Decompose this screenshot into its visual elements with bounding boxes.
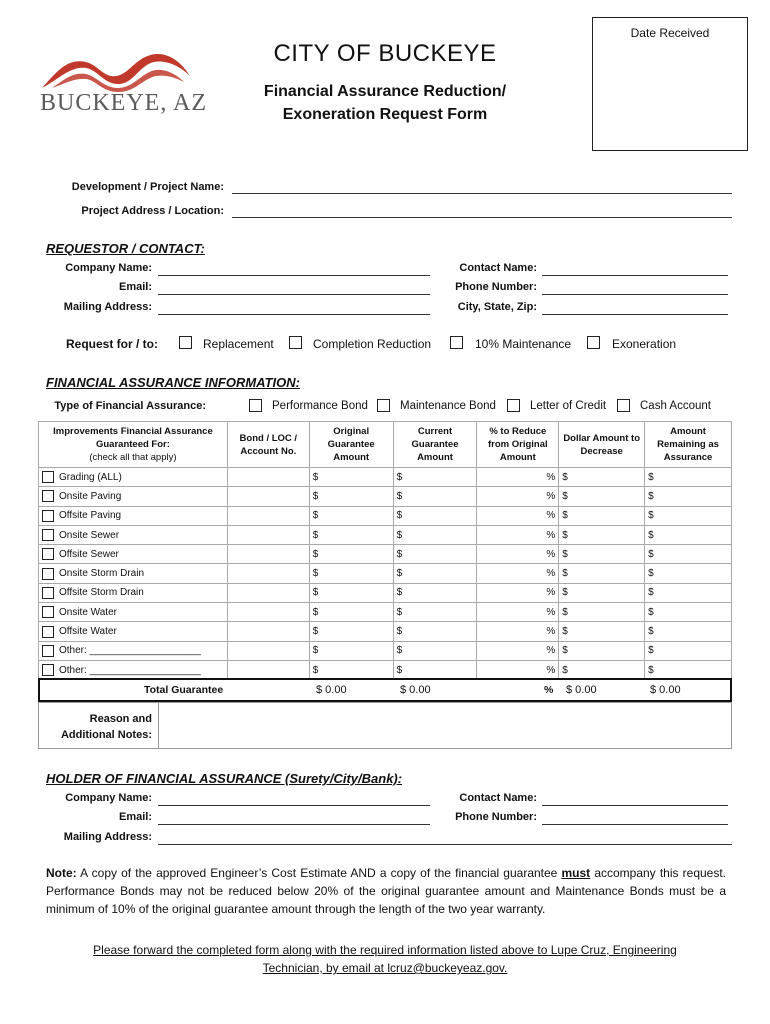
dollar-sign: $ [396,529,403,541]
requestor-company-field[interactable] [158,275,430,276]
bond-cell[interactable] [227,603,309,622]
improvement-item [42,548,224,560]
current-cell[interactable] [393,583,477,602]
dollar-sign: $ [648,529,654,541]
table-row [39,660,732,679]
requestor-mailing-field[interactable] [158,314,430,315]
percent-sign: % [546,664,556,676]
dollar-sign: $ [312,568,319,580]
improvement-label: Offsite Sewer [59,548,119,560]
requestor-phone-label: Phone Number: [455,281,537,293]
col-reduce: % to Reduce from Original Amount [477,422,559,468]
holder-contact-label: Contact Name: [459,792,537,804]
decrease-cell[interactable] [559,468,645,487]
table-row [39,564,732,583]
completion-reduction-label: Completion Reduction [313,337,432,351]
percent-sign: % [546,606,556,618]
completion-reduction-checkbox[interactable] [289,336,302,349]
remaining-cell[interactable] [645,641,732,660]
maintenance-bond-checkbox[interactable] [377,399,390,412]
percent-sign: % [546,587,556,599]
table-header-row [39,422,732,468]
requestor-phone-field[interactable] [542,294,728,295]
total-percent-sign: % [544,684,554,696]
percent-sign: % [546,645,556,657]
dollar-sign: $ [562,606,568,618]
dollar-sign: $ [562,529,568,541]
improvement-item [42,645,224,657]
improvement-checkbox[interactable] [42,510,54,522]
dollar-sign: $ [312,529,319,541]
dollar-sign: $ [648,626,654,638]
improvement-checkbox[interactable] [42,587,54,599]
holder-mailing-label: Mailing Address: [63,831,152,843]
dollar-sign: $ [648,568,654,580]
col-improvements-line2: Guaranteed For: [95,439,170,450]
decrease-cell[interactable] [559,641,645,660]
exoneration-label: Exoneration [612,337,677,351]
col-remaining: Amount Remaining as Assurance [645,422,732,468]
reduce-cell[interactable] [477,468,559,487]
current-cell[interactable] [393,487,477,506]
current-cell[interactable] [393,641,477,660]
dollar-sign: $ [396,664,403,676]
improvement-item [42,529,224,541]
percent-sign: % [546,529,556,541]
improvement-label: Offsite Water [59,626,117,638]
improvement-checkbox[interactable] [42,490,54,502]
dollar-sign: $ [648,548,654,560]
financial-heading: FINANCIAL ASSURANCE INFORMATION: [46,375,300,390]
improvement-item [42,510,224,522]
note-text-after: accompany this request. Performance Bonds may not be reduced below 20% of the original guarantee amount and Maintenance Bonds must be a minimum of 10% of the original guarantee amount through the length of the two year warranty. [46,866,727,916]
requestor-contact-field[interactable] [542,275,728,276]
cash-account-checkbox[interactable] [617,399,630,412]
improvement-cell [39,660,228,679]
improvement-cell [39,564,228,583]
remaining-cell[interactable] [645,525,732,544]
dollar-sign: $ [312,587,319,599]
improvement-checkbox[interactable] [42,568,54,580]
dollar-sign: $ [312,471,319,483]
letter-of-credit-label: Letter of Credit [530,400,607,412]
remaining-cell[interactable] [645,660,732,679]
dollar-sign: $ [562,626,568,638]
total-current-value: $ 0.00 [400,684,431,696]
col-improvements-line1: Improvements Financial Assurance [53,426,213,437]
dollar-sign: $ [562,490,568,502]
current-cell[interactable] [393,468,477,487]
dollar-sign: $ [648,510,654,522]
cash-account-label: Cash Account [640,400,711,412]
forward-line1: Please forward the completed form along with the required information listed above to Lupe Cruz, Engineering [93,943,677,957]
improvement-cell [39,641,228,660]
performance-bond-checkbox[interactable] [249,399,262,412]
remaining-cell[interactable] [645,487,732,506]
improvement-cell [39,583,228,602]
dollar-sign: $ [648,490,654,502]
bond-cell[interactable] [227,583,309,602]
development-field[interactable] [232,193,732,194]
current-cell[interactable] [393,622,477,641]
bond-cell[interactable] [227,487,309,506]
reduce-cell[interactable] [477,506,559,525]
col-current: Current Guarantee Amount [393,422,477,468]
dollar-sign: $ [396,471,403,483]
decrease-cell[interactable] [559,487,645,506]
table-row [39,603,732,622]
note-text-before: A copy of the approved Engineer’s Cost Estimate AND a copy of the financial guarantee [76,866,562,880]
current-cell[interactable] [393,660,477,679]
decrease-cell[interactable] [559,525,645,544]
percent-sign: % [546,626,556,638]
remaining-cell[interactable] [645,564,732,583]
notes-box [38,702,732,749]
percent-sign: % [546,510,556,522]
improvement-label: Onsite Water [59,606,117,618]
dollar-sign: $ [396,606,403,618]
reduce-cell[interactable] [477,545,559,564]
original-cell[interactable] [309,641,393,660]
percent-sign: % [546,490,556,502]
dollar-sign: $ [312,664,319,676]
original-cell[interactable] [309,603,393,622]
dollar-sign: $ [562,510,568,522]
dollar-sign: $ [396,645,403,657]
total-decrease-value: $ 0.00 [566,684,597,696]
dollar-sign: $ [648,587,654,599]
table-row [39,525,732,544]
col-improvements [39,422,228,468]
dollar-sign: $ [312,626,319,638]
dollar-sign: $ [312,510,319,522]
form-title [225,80,545,126]
improvement-cell [39,506,228,525]
request-for-label: Request for / to: [66,337,158,351]
decrease-cell[interactable] [559,583,645,602]
performance-bond-label: Performance Bond [272,400,368,412]
improvement-cell [39,545,228,564]
city-logo [38,48,207,118]
dollar-sign: $ [396,587,403,599]
remaining-cell[interactable] [645,468,732,487]
improvement-label: Offsite Paving [59,510,122,522]
table-row [39,545,732,564]
maintenance-10-checkbox[interactable] [450,336,463,349]
dollar-sign: $ [396,510,403,522]
reduce-cell[interactable] [477,525,559,544]
note-label: Note: [46,866,77,880]
date-received-label: Date Received [630,26,710,40]
improvement-checkbox[interactable] [42,529,54,541]
col-decrease: Dollar Amount to Decrease [559,422,645,468]
table-row [39,622,732,641]
dollar-sign: $ [562,471,568,483]
bond-cell[interactable] [227,525,309,544]
dollar-sign: $ [396,490,403,502]
improvement-checkbox[interactable] [42,645,54,657]
holder-mailing-field[interactable] [158,844,732,845]
reduce-cell[interactable] [477,622,559,641]
dollar-sign: $ [648,645,654,657]
original-cell[interactable] [309,622,393,641]
decrease-cell[interactable] [559,545,645,564]
improvement-cell [39,603,228,622]
improvement-label: Onsite Paving [59,490,122,502]
reduce-cell[interactable] [477,583,559,602]
improvement-label: Onsite Storm Drain [59,568,145,580]
improvement-checkbox[interactable] [42,606,54,618]
holder-contact-field[interactable] [542,805,728,806]
original-cell[interactable] [309,487,393,506]
remaining-cell[interactable] [645,545,732,564]
original-cell[interactable] [309,525,393,544]
dollar-sign: $ [562,568,568,580]
reduce-cell[interactable] [477,641,559,660]
dollar-sign: $ [648,664,654,676]
notes-label-line1: Reason and [89,713,152,725]
current-cell[interactable] [393,564,477,583]
notes-label-line2: Additional Notes: [60,729,152,741]
original-cell[interactable] [309,506,393,525]
table-row [39,641,732,660]
form-title-line1: Financial Assurance Reduction/ [263,83,507,100]
percent-sign: % [546,548,556,560]
city-title: CITY OF BUCKEYE [273,40,497,67]
improvement-label: Other: ____________________ [59,664,201,676]
decrease-cell[interactable] [559,622,645,641]
improvement-checkbox[interactable] [42,471,54,483]
improvement-item [42,664,224,676]
improvement-label: Other: ____________________ [59,645,201,657]
requestor-mailing-label: Mailing Address: [63,301,152,313]
type-label: Type of Financial Assurance: [54,400,206,412]
improvement-label: Grading (ALL) [59,471,122,483]
percent-sign: % [546,568,556,580]
notes-label [39,703,159,748]
dollar-sign: $ [396,626,403,638]
logo-text: BUCKEYE, AZ [40,90,207,116]
holder-heading: HOLDER OF FINANCIAL ASSURANCE (Surety/City/Bank): [46,771,403,786]
improvement-item [42,606,224,618]
table-row [39,468,732,487]
decrease-cell[interactable] [559,603,645,622]
holder-phone-label: Phone Number: [455,811,537,823]
holder-email-label: Email: [118,811,152,823]
bond-cell[interactable] [227,641,309,660]
improvement-cell [39,487,228,506]
replacement-label: Replacement [203,337,274,351]
decrease-cell[interactable] [559,660,645,679]
maintenance-bond-label: Maintenance Bond [400,400,496,412]
improvement-item [42,626,224,638]
address-label: Project Address / Location: [81,205,224,217]
dollar-sign: $ [312,548,319,560]
original-cell[interactable] [309,660,393,679]
improvement-label: Offsite Storm Drain [59,587,144,599]
dollar-sign: $ [312,606,319,618]
decrease-cell[interactable] [559,506,645,525]
table-row [39,583,732,602]
dollar-sign: $ [562,587,568,599]
bond-cell[interactable] [227,660,309,679]
bond-cell[interactable] [227,468,309,487]
total-label: Total Guarantee [144,684,224,696]
development-label: Development / Project Name: [71,181,224,193]
requestor-city-label: City, State, Zip: [457,301,537,313]
original-cell[interactable] [309,564,393,583]
improvement-item [42,490,224,502]
exoneration-checkbox[interactable] [587,336,600,349]
address-field[interactable] [232,217,732,218]
bond-cell[interactable] [227,506,309,525]
current-cell[interactable] [393,506,477,525]
remaining-cell[interactable] [645,506,732,525]
total-guarantee-row [38,678,732,702]
improvement-cell [39,468,228,487]
requestor-company-label: Company Name: [65,262,152,274]
reduce-cell[interactable] [477,487,559,506]
table-row [39,506,732,525]
holder-phone-field[interactable] [542,824,728,825]
remaining-cell[interactable] [645,583,732,602]
dollar-sign: $ [562,548,568,560]
holder-company-label: Company Name: [65,792,152,804]
financial-assurance-table [38,421,732,680]
forward-instruction [60,941,710,977]
holder-company-field[interactable] [158,805,430,806]
improvement-checkbox[interactable] [42,548,54,560]
col-original: Original Guarantee Amount [309,422,393,468]
dollar-sign: $ [562,645,568,657]
bond-cell[interactable] [227,545,309,564]
improvement-checkbox[interactable] [42,626,54,638]
improvement-cell [39,622,228,641]
notes-field[interactable] [160,703,731,748]
dollar-sign: $ [396,568,403,580]
dollar-sign: $ [312,645,319,657]
col-bond: Bond / LOC / Account No. [227,422,309,468]
remaining-cell[interactable] [645,603,732,622]
current-cell[interactable] [393,545,477,564]
dollar-sign: $ [648,471,654,483]
dollar-sign: $ [396,548,403,560]
improvement-cell [39,525,228,544]
dollar-sign: $ [562,664,568,676]
improvement-item [42,471,224,483]
holder-email-field[interactable] [158,824,430,825]
percent-sign: % [546,471,556,483]
current-cell[interactable] [393,603,477,622]
original-cell[interactable] [309,545,393,564]
remaining-cell[interactable] [645,622,732,641]
total-remaining-value: $ 0.00 [650,684,681,696]
requestor-contact-label: Contact Name: [459,262,537,274]
letter-of-credit-checkbox[interactable] [507,399,520,412]
note-must: must [561,866,591,880]
reduce-cell[interactable] [477,660,559,679]
reduce-cell[interactable] [477,564,559,583]
col-improvements-line3: (check all that apply) [89,452,177,463]
maintenance-10-label: 10% Maintenance [475,337,572,351]
original-cell[interactable] [309,468,393,487]
improvement-item [42,568,224,580]
table-row [39,487,732,506]
note-paragraph [46,864,726,918]
dollar-sign: $ [312,490,319,502]
decrease-cell[interactable] [559,564,645,583]
replacement-checkbox[interactable] [179,336,192,349]
bond-cell[interactable] [227,564,309,583]
improvement-item [42,587,224,599]
mountain-logo-icon [38,48,198,92]
requestor-email-label: Email: [118,281,152,293]
original-cell[interactable] [309,583,393,602]
date-received-box[interactable] [592,17,748,151]
dollar-sign: $ [648,606,654,618]
improvement-checkbox[interactable] [42,664,54,676]
requestor-city-field[interactable] [542,314,728,315]
current-cell[interactable] [393,525,477,544]
improvement-label: Onsite Sewer [59,529,120,541]
forward-line2: Technician, by email at lcruz@buckeyeaz.gov. [262,961,508,975]
bond-cell[interactable] [227,622,309,641]
total-original-value: $ 0.00 [316,684,347,696]
requestor-email-field[interactable] [158,294,430,295]
reduce-cell[interactable] [477,603,559,622]
requestor-heading: REQUESTOR / CONTACT: [46,241,205,256]
form-title-line2: Exoneration Request Form [282,106,488,123]
